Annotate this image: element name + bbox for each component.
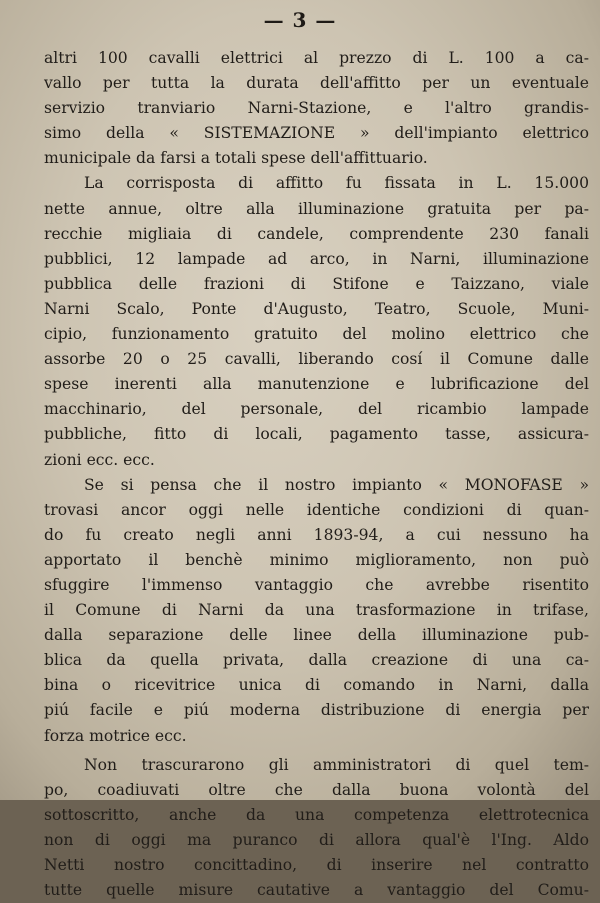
text-line: do fu creato negli anni 1893-94, a cui nessuno ha [44,525,589,544]
text-line: apportato il benchè minimo miglioramento, non può [44,550,589,569]
text-line: pubbliche, fitto di locali, pagamento tasse, assicura- [44,425,589,444]
text-line: vallo per tutta la durata dell'affitto per un eventuale [44,74,589,93]
text-line: simo della « SISTEMAZIONE » dell'impianto elettrico [44,124,589,143]
text-line: Narni Scalo, Ponte d'Augusto, Teatro, Scuole, Muni- [44,299,589,318]
text-line: forza motrice ecc. [44,726,187,745]
text-line: piú facile e piú moderna distribuzione di energia per [44,701,589,720]
text-line: bina o ricevitrice unica di comando in Narni, dalla [44,676,589,695]
text-line: Non trascurarono gli amministratori di quel tem- [84,755,589,774]
text-line: sfuggire l'immenso vantaggio che avrebbe risentito [44,575,589,594]
text-line: trovasi ancor oggi nelle identiche condizioni di quan- [44,500,589,519]
text-line: zioni ecc. ecc. [44,450,155,469]
text-line: La corrisposta di affitto fu fissata in L. 15.000 [84,174,589,193]
text-line: cipio, funzionamento gratuito del molino elettrico che [44,325,589,344]
body-text [44,46,589,903]
text-line: macchinario, del personale, del ricambio lampade [44,400,589,419]
text-line: sottoscritto, anche da una competenza elettrotecnica [44,805,589,824]
text-line: il Comune di Narni da una trasformazione in trifase, [44,601,589,620]
text-line: spese inerenti alla manutenzione e lubrificazione del [44,375,589,394]
paragraph [44,473,589,749]
text-line: tutte quelle misure cautative a vantaggio del Comu- [44,881,589,900]
text-line: nette annue, oltre alla illuminazione gratuita per pa- [44,199,589,218]
paragraph [44,46,589,171]
text-line: pubblici, 12 lampade ad arco, in Narni, illuminazione [44,249,589,268]
paragraph [44,753,589,903]
text-line: servizio tranviario Narni-Stazione, e l'altro grandis- [44,99,589,118]
page-number: — 3 — [263,8,337,32]
text-line: altri 100 cavalli elettrici al prezzo di L. 100 a ca- [44,49,589,67]
text-line: non di oggi ma puranco di allora qual'è l'Ing. Aldo [44,830,589,849]
text-line: blica da quella privata, dalla creazione di una ca- [44,651,589,670]
text-line: municipale da farsi a totali spese dell'affittuario. [44,149,428,168]
text-line: dalla separazione delle linee della illuminazione pub- [44,626,589,645]
text-line: Netti nostro concittadino, di inserire nel contratto [44,856,589,874]
text-line: recchie migliaia di candele, comprendente 230 fanali [44,224,589,243]
text-line: assorbe 20 o 25 cavalli, liberando cosí il Comune dalle [44,350,589,369]
text-line: pubblica delle frazioni di Stifone e Taizzano, viale [44,274,589,293]
paragraph [44,171,589,472]
text-line: po, coadiuvati oltre che dalla buona volontà del [44,780,589,799]
text-line: Se si pensa che il nostro impianto « MONOFASE » [84,475,589,494]
